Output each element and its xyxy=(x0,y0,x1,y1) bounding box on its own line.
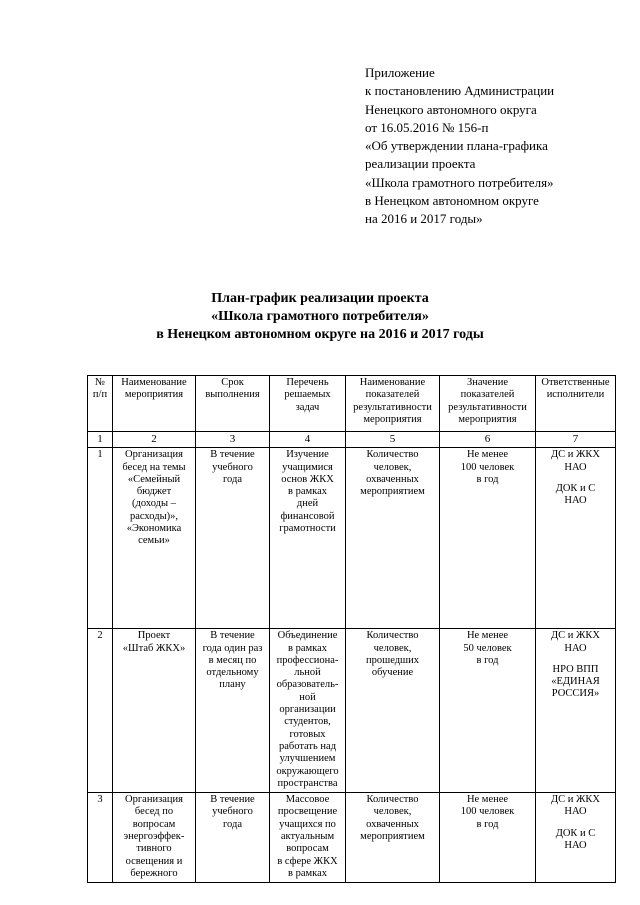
cell-line: плану xyxy=(219,679,246,691)
cell-line: года xyxy=(223,818,242,830)
cell-line: Не менее xyxy=(466,794,509,806)
indicator-cell xyxy=(346,629,440,793)
cell-line: актуальным xyxy=(280,831,335,843)
cell-line: «Семейный xyxy=(127,473,181,485)
cell-line: 3 xyxy=(97,794,103,806)
cell-line: энергоэффек- xyxy=(123,831,185,843)
tasks-cell xyxy=(270,629,346,793)
cell-line: НАО xyxy=(564,495,587,507)
table-row xyxy=(88,448,616,629)
term-cell xyxy=(196,629,270,793)
column-header xyxy=(113,376,196,432)
annex-line: в Ненецком автономном округе xyxy=(365,193,539,209)
cell-line: года xyxy=(223,473,242,485)
cell-line: освещения и xyxy=(125,855,183,867)
cell-line: человек, xyxy=(373,806,412,818)
row-number xyxy=(88,448,113,629)
cell-line: выполнения xyxy=(205,389,260,401)
cell-line: 2 xyxy=(97,630,103,642)
cell-line: задач xyxy=(295,401,320,413)
cell-line: мероприятия xyxy=(124,389,184,401)
document-title xyxy=(0,290,640,344)
tasks-cell xyxy=(270,448,346,629)
indicator-cell xyxy=(346,448,440,629)
annex-line: к постановлению Администрации xyxy=(365,83,555,99)
annex-line: «Об утверждении плана-графика xyxy=(365,138,548,154)
cell-line: РОССИЯ» xyxy=(551,688,600,700)
value-cell xyxy=(440,448,536,629)
group-gap xyxy=(537,655,614,664)
cell-line: основ ЖКХ xyxy=(281,473,334,485)
cell-line: Срок xyxy=(221,377,244,388)
cell-line: 100 человек xyxy=(460,806,515,818)
cell-line: ДС и ЖКХ xyxy=(550,630,601,642)
cell-line: результативности xyxy=(353,401,432,413)
column-number: 4 xyxy=(270,432,346,448)
cell-line: бережного xyxy=(130,867,178,879)
cell-line: исполнители xyxy=(546,389,605,401)
cell-line: учащимися xyxy=(282,461,333,473)
cell-line: улучшением xyxy=(279,753,336,765)
cell-line: НРО ВПП xyxy=(552,663,599,675)
cell-line: результативности xyxy=(448,401,527,413)
indicator-cell xyxy=(346,793,440,883)
cell-line: «Экономика xyxy=(126,523,182,535)
cell-line: ной xyxy=(299,691,316,703)
table-row xyxy=(88,793,616,883)
cell-line: мероприятия xyxy=(458,413,517,425)
annex-line: на 2016 и 2017 годы» xyxy=(365,211,483,227)
cell-line: студентов, xyxy=(284,716,331,728)
cell-line: охваченных xyxy=(366,818,419,830)
cell-line: 100 человек xyxy=(460,461,515,473)
cell-line: тивного xyxy=(136,843,172,855)
cell-line: охваченных xyxy=(366,473,419,485)
event-cell xyxy=(113,629,196,793)
cell-line: Организация xyxy=(125,449,183,461)
cell-line: работать над xyxy=(278,740,337,752)
cell-line: В течение xyxy=(210,449,255,461)
column-number: 2 xyxy=(113,432,196,448)
column-number-row xyxy=(88,432,616,448)
group-gap xyxy=(537,819,614,828)
column-header xyxy=(88,376,113,432)
column-number: 6 xyxy=(440,432,536,448)
cell-line: «Штаб ЖКХ» xyxy=(122,642,186,654)
cell-line: п/п xyxy=(92,389,108,401)
cell-line: профессиона- xyxy=(276,654,339,666)
cell-line: ДОК и С xyxy=(555,827,596,839)
cell-line: прошедших xyxy=(365,654,420,666)
cell-line: Организация xyxy=(125,794,183,806)
responsible-cell xyxy=(536,629,616,793)
cell-line: бесед по xyxy=(134,806,174,818)
annex-line: «Школа грамотного потребителя» xyxy=(365,174,554,190)
term-cell xyxy=(196,448,270,629)
cell-line: мероприятия xyxy=(363,413,422,425)
cell-line: В течение xyxy=(210,630,255,642)
cell-line: в рамках xyxy=(288,642,327,654)
cell-line: человек, xyxy=(373,461,412,473)
tasks-cell xyxy=(270,793,346,883)
cell-line: вопросам xyxy=(132,818,176,830)
event-cell xyxy=(113,448,196,629)
cell-line: Объединение xyxy=(277,630,338,642)
cell-line: Не менее xyxy=(466,449,509,461)
cell-line: бюджет xyxy=(136,486,172,498)
cell-line: расходы)», xyxy=(130,510,178,522)
cell-line: решаемых xyxy=(284,389,331,401)
cell-line: «ЕДИНАЯ xyxy=(551,676,600,688)
cell-line: человек, xyxy=(373,642,412,654)
title-line: в Ненецком автономном округе на 2016 и 2017 годы xyxy=(156,327,484,342)
column-header xyxy=(536,376,616,432)
cell-line: учебного xyxy=(212,806,253,818)
event-cell xyxy=(113,793,196,883)
column-number: 5 xyxy=(346,432,440,448)
cell-line: показателей xyxy=(460,389,515,401)
table-row xyxy=(88,629,616,793)
cell-line: вопросам xyxy=(286,843,329,855)
cell-line: обучение xyxy=(371,667,414,679)
table-header-row xyxy=(88,376,616,432)
plan-table xyxy=(87,375,616,883)
cell-line: Перечень xyxy=(286,377,329,388)
cell-line: Изучение xyxy=(286,449,329,461)
cell-line: Наименование xyxy=(359,377,426,388)
cell-line: Количество xyxy=(366,630,419,642)
row-number xyxy=(88,793,113,883)
annex-line: Приложение xyxy=(365,65,435,80)
cell-line: грамотности xyxy=(279,523,336,535)
cell-line: льной xyxy=(294,667,321,679)
cell-line: в год xyxy=(476,654,499,666)
value-cell xyxy=(440,629,536,793)
cell-line: в год xyxy=(476,818,499,830)
cell-line: отдельному xyxy=(206,667,259,679)
cell-line: дней xyxy=(296,498,319,510)
cell-line: мероприятием xyxy=(360,831,425,843)
annex-line: Ненецкого автономного округа xyxy=(365,101,537,117)
cell-line: НАО xyxy=(564,840,587,852)
cell-line: ДС и ЖКХ xyxy=(550,449,601,461)
annex-note xyxy=(365,64,554,229)
column-number: 1 xyxy=(88,432,113,448)
cell-line: семьи» xyxy=(138,535,170,547)
cell-line: в рамках xyxy=(288,867,327,879)
cell-line: ДОК и С xyxy=(555,482,596,494)
cell-line: учебного xyxy=(212,461,253,473)
cell-line: № xyxy=(94,377,106,388)
cell-line: Проект xyxy=(137,630,171,642)
term-cell xyxy=(196,793,270,883)
cell-line: 50 человек xyxy=(463,642,512,654)
cell-line: в год xyxy=(476,473,499,485)
column-number: 3 xyxy=(196,432,270,448)
cell-line: Ответственные xyxy=(541,377,610,388)
responsible-cell xyxy=(536,448,616,629)
cell-line: (доходы – xyxy=(132,498,176,510)
responsible-cell xyxy=(536,793,616,883)
column-header xyxy=(270,376,346,432)
cell-line: в месяц по xyxy=(208,654,257,666)
cell-line: финансовой xyxy=(280,510,335,522)
cell-line: 1 xyxy=(97,449,103,461)
title-line: «Школа грамотного потребителя» xyxy=(211,309,429,324)
group-gap xyxy=(537,474,614,483)
cell-line: пространства xyxy=(277,777,338,789)
cell-line: Не менее xyxy=(466,630,509,642)
cell-line: в сфере ЖКХ xyxy=(277,855,338,867)
row-number xyxy=(88,629,113,793)
cell-line: показателей xyxy=(365,389,420,401)
cell-line: Массовое xyxy=(285,794,330,806)
cell-line: Количество xyxy=(366,794,419,806)
cell-line: НАО xyxy=(564,806,587,818)
cell-line: организации xyxy=(279,704,336,716)
column-header xyxy=(196,376,270,432)
column-header xyxy=(440,376,536,432)
cell-line: окружающего xyxy=(276,765,339,777)
cell-line: Значение xyxy=(467,377,508,388)
cell-line: в рамках xyxy=(288,486,327,498)
column-header xyxy=(346,376,440,432)
title-line: План-график реализации проекта xyxy=(211,291,429,306)
value-cell xyxy=(440,793,536,883)
cell-line: просвещение xyxy=(277,806,338,818)
plan-table-body xyxy=(88,376,616,883)
annex-line: от 16.05.2016 № 156-п xyxy=(365,119,489,135)
cell-line: ДС и ЖКХ xyxy=(550,794,601,806)
cell-line: года один раз xyxy=(202,642,263,654)
cell-line: Наименование xyxy=(121,377,187,388)
cell-line: бесед на темы xyxy=(122,461,186,473)
cell-line: образователь- xyxy=(276,679,339,691)
cell-line: Количество xyxy=(366,449,419,461)
cell-line: готовых xyxy=(289,728,326,740)
annex-line: реализации проекта xyxy=(365,156,476,172)
cell-line: учащихся по xyxy=(279,818,336,830)
cell-line: мероприятием xyxy=(360,486,425,498)
cell-line: НАО xyxy=(564,461,587,473)
cell-line: НАО xyxy=(564,642,587,654)
cell-line: В течение xyxy=(210,794,255,806)
column-number: 7 xyxy=(536,432,616,448)
